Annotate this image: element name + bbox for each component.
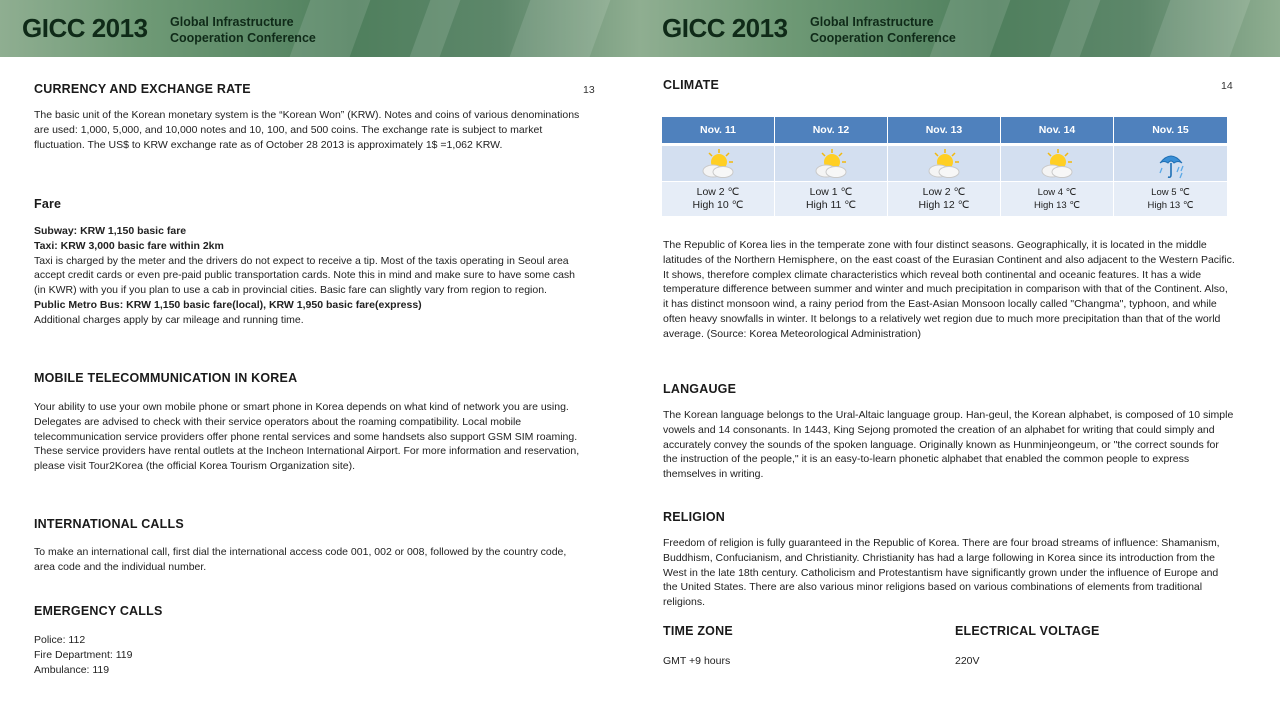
climate-heading: CLIMATE [663, 78, 720, 92]
weather-icon-cell [1001, 143, 1114, 181]
religion-heading: RELIGION [663, 510, 726, 524]
emergency-heading: EMERGENCY CALLS [34, 604, 163, 618]
weather-icon-cell [888, 143, 1001, 181]
police-number: Police: 112 [34, 634, 86, 646]
page-number: 14 [1221, 80, 1233, 92]
weather-table [662, 117, 1228, 216]
right-page [640, 0, 1280, 720]
weather-temp-row [662, 181, 1228, 216]
intl-calls-heading: INTERNATIONAL CALLS [34, 517, 184, 531]
sun-cloud-icon [1038, 147, 1076, 181]
timezone-value: GMT +9 hours [663, 655, 731, 667]
bus-description: Additional charges apply by car mileage and running time. [34, 313, 304, 326]
currency-heading: CURRENCY AND EXCHANGE RATE [34, 82, 251, 96]
brand-logo: GICC 2013 [22, 13, 148, 43]
sun-cloud-icon [925, 147, 963, 181]
religion-text: Freedom of religion is fully guaranteed in the Republic of Korea. There are four broad streams of influence: Shamanism, Buddhism, Confucianism, and Christianity. Christianity has had a large following in Korea since its introduction from the West in the late 18th century. Catholicism and Protestantism have significantly grown under the influence of Europe and the United States. There are also various minor religions based on various combinations of elements from traditional religions. [663, 537, 1220, 609]
weather-icon-cell [662, 143, 775, 181]
temp-cell: Low 2 ℃ High 12 ℃ [888, 181, 1001, 216]
weather-icon-row [662, 143, 1228, 181]
taxi-fare: Taxi: KRW 3,000 basic fare within 2km [34, 239, 224, 252]
language-heading: LANGAUGE [663, 382, 737, 396]
mobile-heading: MOBILE TELECOMMUNICATION IN KOREA [34, 371, 298, 385]
date-cell: Nov. 11 [662, 117, 775, 143]
weather-icon-cell [775, 143, 888, 181]
header-banner [0, 0, 640, 57]
taxi-description: Taxi is charged by the meter and the drivers do not expect to receive a tip. Most of the taxis operating in Seoul area accept credit cards or even pre-paid public transportation cards. Note this in mind and make sure to have some cash (in KWR) with you if you plan to use a cab in provincial cities. Basic fare can slightly vary from region to region. [34, 254, 576, 297]
intl-calls-text: To make an international call, first dial the international access code 001, 002 or 008, followed by the country code, area code and the individual number. [34, 546, 567, 573]
emergency-text [34, 633, 584, 677]
brand-subtitle: Global Infrastructure Cooperation Conference [170, 15, 316, 45]
subway-fare: Subway: KRW 1,150 basic fare [34, 225, 187, 237]
date-cell: Nov. 12 [775, 117, 888, 143]
date-cell: Nov. 14 [1001, 117, 1114, 143]
header-banner [640, 0, 1280, 57]
sun-cloud-icon [812, 147, 850, 181]
climate-text: The Republic of Korea lies in the temperate zone with four distinct seasons. Geographically, it is located in the middle latitudes of the Northern Hemisphere, on the east coast of the Eurasian Continent and also adjacent to the Western Pacific. It shows, therefore complex climate characteristics which reveal both continental and oceanic features. It has a wide temperature difference between summer and winter and much precipitation in comparison with that of the Continent. Also, it has distinct monsoon wind, a rainy period from the East-Asian Monsoon locally called "Changma", typhoon, and while often heavy snowfalls in winter. It belongs to a relatively wet region due to much more precipitation than that of the world average. (Source: Korea Meteorological Administration) [663, 239, 1235, 340]
temp-cell: Low 1 ℃ High 11 ℃ [775, 181, 888, 216]
fire-number: Fire Department: 119 [34, 648, 133, 661]
temp-cell: Low 2 ℃ High 10 ℃ [662, 181, 775, 216]
weather-icon-cell [1114, 143, 1228, 181]
mobile-text: Your ability to use your own mobile phone or smart phone in Korea depends on what kind of network you are using. Delegates are advised to check with their service operators about the roaming compatibility. Local mobile telecommunication service providers offer phone rental services and some handsets also support GSM SIM roaming. These service providers have rental outlets at the Incheon International Airport. For more information and reservation, please visit Tour2Korea (the official Korea Tourism Organization site). [34, 401, 580, 473]
ambulance-number: Ambulance: 119 [34, 663, 110, 676]
weather-date-row [662, 117, 1228, 143]
fare-heading: Fare [34, 197, 62, 211]
voltage-heading: ELECTRICAL VOLTAGE [955, 624, 1100, 638]
page-number: 13 [583, 84, 595, 96]
temp-cell: Low 5 ℃ High 13 ℃ [1114, 181, 1228, 216]
brand-subtitle: Global Infrastructure Cooperation Conference [810, 15, 956, 45]
voltage-value: 220V [955, 655, 980, 667]
temp-cell: Low 4 ℃ High 13 ℃ [1001, 181, 1114, 216]
brand-logo: GICC 2013 [662, 13, 788, 43]
language-text: The Korean language belongs to the Ural-Altaic language group. Han-geul, the Korean alphabet, is composed of 10 simple vowels and 14 consonants. In 1443, King Sejong promoted the creation of an alphabet for writing that could simply and accurately convey the sounds of the spoken language. Originally known as Hunminjeongeum, or "the correct sounds for the instruction of the people," it is an easy-to-learn phonetic alphabet that enabled the common people to express themselves in writing. [663, 409, 1234, 481]
date-cell: Nov. 15 [1114, 117, 1228, 143]
rain-umbrella-icon [1152, 147, 1190, 181]
date-cell: Nov. 13 [888, 117, 1001, 143]
bus-fare: Public Metro Bus: KRW 1,150 basic fare(local), KRW 1,950 basic fare(express) [34, 298, 422, 311]
fare-text [34, 224, 584, 328]
timezone-heading: TIME ZONE [663, 624, 733, 638]
currency-text: The basic unit of the Korean monetary system is the “Korean Won” (KRW). Notes and coins of various denominations are used: 1,000, 5,000, and 10,000 notes and 10, 100, and 500 coins. The exchange rate is subject to market fluctuation. The US$ to KRW exchange rate as of October 28 2013 is approximately 1$ =1,062 KRW. [34, 109, 580, 151]
sun-cloud-icon [699, 147, 737, 181]
